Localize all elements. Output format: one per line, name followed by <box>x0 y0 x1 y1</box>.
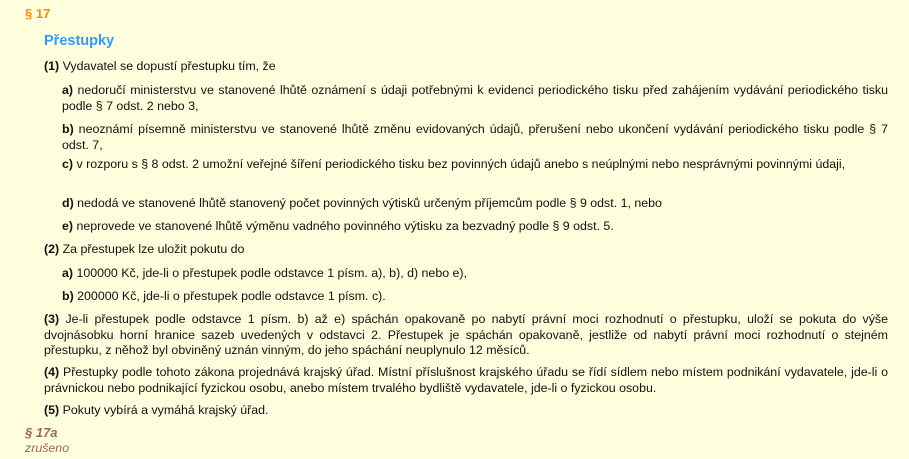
item-1d: d) nedodá ve stanovené lhůtě stanovený počet povinných výtisků určeným příjemcům podle § 9 odst. 1, nebo <box>62 196 662 210</box>
paragraph-5: (5) Pokuty vybírá a vymáhá krajský úřad. <box>44 403 269 417</box>
item-1e: e) neprovede ve stanovené lhůtě výměnu vadného povinného výtisku za bezvadný podle § 9 odst. 5. <box>62 219 614 233</box>
item-1b: b) neoznámí písemně ministerstvu ve stanovené lhůtě změnu evidovaných údajů, přerušení nebo ukončení vydávání periodického tisku podle § 7 odst. 7, <box>62 122 888 152</box>
repealed-section-number: § 17a <box>25 425 58 440</box>
item-2a: a) 100000 Kč, jde-li o přestupek podle odstavce 1 písm. a), b), d) nebo e), <box>62 266 468 280</box>
paragraph-3: (3) Je-li přestupek podle odstavce 1 písm. b) až e) spáchán opakovaně po nabytí právní moci rozhodnutí o přestupku, uloží se pokuta do výše dvojnásobku horní hranice sazeb uvedených v odstavci 2. Přestupek je spáchán opakovaně, jestliže od nabytí právní moci rozhodnutí o stejném přestupku, z něhož byl obviněný uznán vinným, do jeho spáchání neuplynulo 12 měsíců. <box>44 312 888 357</box>
paragraph-4: (4) Přestupky podle tohoto zákona projednává krajský úřad. Místní příslušnost krajského úřadu se řídí sídlem nebo místem podnikání vydavatele, jde-li o právnickou nebo podnikající fyzickou osobu, anebo místem trvalého bydliště vydavatele, jde-li o fyzickou osobu. <box>44 365 888 395</box>
section-number: § 17 <box>25 6 51 21</box>
item-2b: b) 200000 Kč, jde-li o přestupek podle odstavce 1 písm. c). <box>62 289 386 303</box>
item-1a: a) nedoručí ministerstvu ve stanovené lhůtě oznámení s údaji potřebnými k evidenci periodického tisku před zahájením vydávání periodického tisku podle § 7 odst. 2 nebo 3, <box>62 83 888 113</box>
paragraph-1: (1) Vydavatel se dopustí přestupku tím, že <box>44 59 276 73</box>
section-title: Přestupky <box>44 33 115 49</box>
item-1c: c) v rozporu s § 8 odst. 2 umožní veřejné šíření periodického tisku bez povinných údajů anebo s neúplnými nebo nesprávnými povinnými údaji, <box>62 157 846 171</box>
paragraph-2: (2) Za přestupek lze uložit pokutu do <box>44 242 245 256</box>
repealed-note: zrušeno <box>25 441 70 455</box>
